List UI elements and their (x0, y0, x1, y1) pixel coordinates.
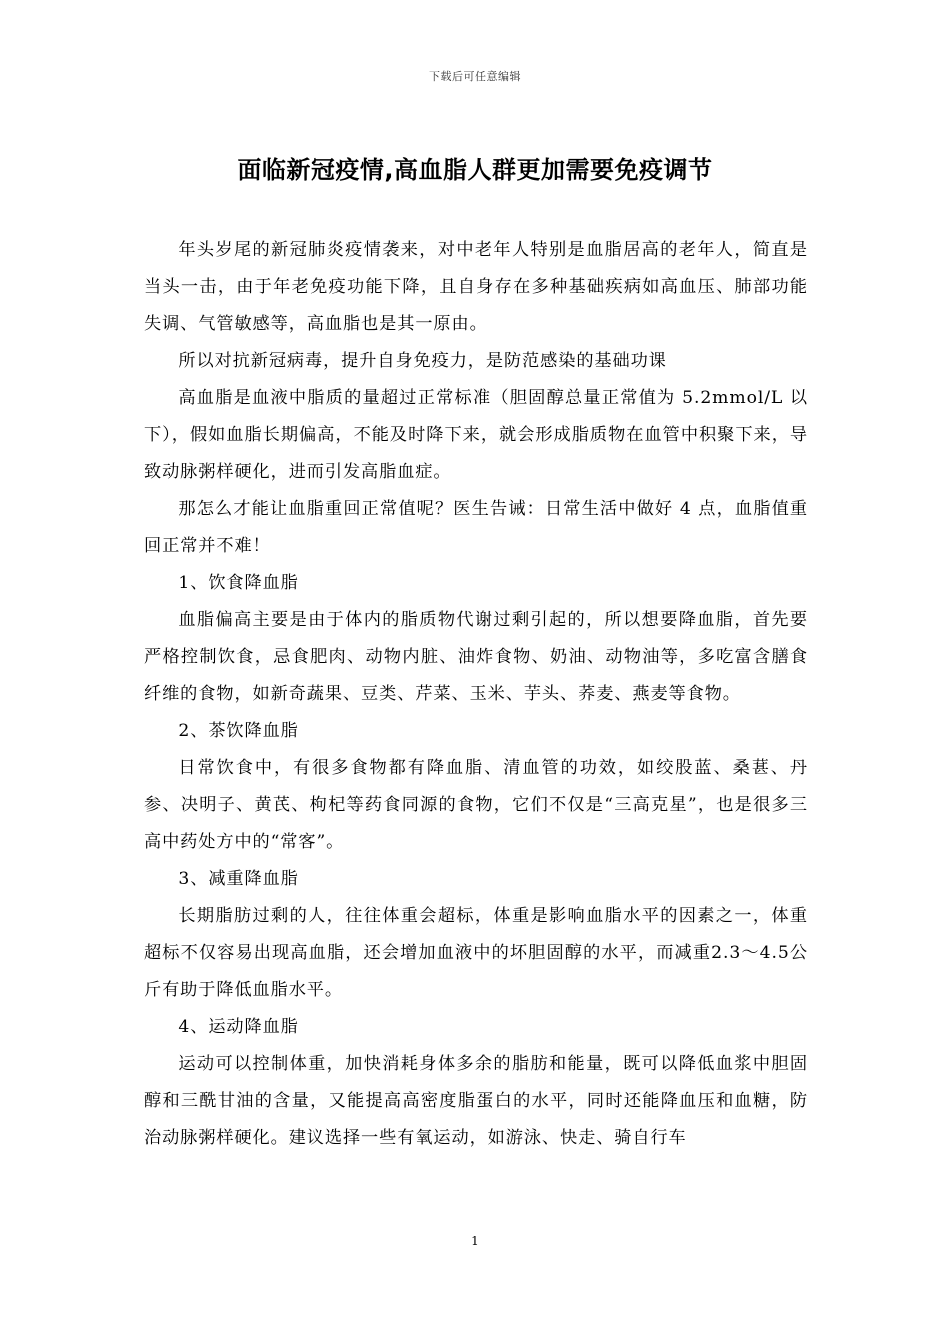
header-note: 下载后可任意编辑 (429, 70, 521, 83)
paragraph-definition: 高血脂是血液中脂质的量超过正常标准（胆固醇总量正常值为 5.2mmol/L 以下），假如血脂长期偏高，不能及时降下来，就会形成脂质物在血管中积聚下来，导致动脉粥样硬化，进而引发高脂血症。 (144, 388, 808, 482)
section-heading-exercise: 4、运动降血脂 (178, 1017, 299, 1037)
paragraph-diet: 血脂偏高主要是由于体内的脂质物代谢过剩引起的，所以想要降血脂，首先要严格控制饮食，忌食肥肉、动物内脏、油炸食物、奶油、动物油等，多吃富含膳食纤维的食物，如新奇蔬果、豆类、芹菜、玉米、芋头、荞麦、燕麦等食物。 (144, 610, 808, 704)
paragraph-weight: 长期脂肪过剩的人，往往体重会超标，体重是影响血脂水平的因素之一，体重超标不仅容易出现高血脂，还会增加血液中的坏胆固醇的水平，而减重2.3～4.5公斤有助于降低血脂水平。 (144, 906, 808, 1000)
paragraph-immunity: 所以对抗新冠病毒，提升自身免疫力，是防范感染的基础功课 (178, 351, 667, 371)
section-heading-diet: 1、饮食降血脂 (178, 573, 299, 593)
paragraph-intro: 年头岁尾的新冠肺炎疫情袭来，对中老年人特别是血脂居高的老年人，简直是当头一击，由于年老免疫功能下降，且自身存在多种基础疾病如高血压、肺部功能失调、气管敏感等，高血脂也是其一原由。 (144, 240, 808, 334)
page-number: 1 (471, 1234, 479, 1248)
document-title: 面临新冠疫情,高血脂人群更加需要免疫调节 (237, 156, 713, 184)
document-body (144, 232, 808, 1157)
paragraph-tea: 日常饮食中，有很多食物都有降血脂、清血管的功效，如绞股蓝、桑葚、丹参、决明子、黄芪、枸杞等药食同源的食物，它们不仅是“三高克星”，也是很多三高中药处方中的“常客”。 (144, 758, 808, 852)
section-heading-weight: 3、减重降血脂 (178, 869, 299, 889)
paragraph-advice: 那怎么才能让血脂重回正常值呢？医生告诫：日常生活中做好 4 点，血脂值重回正常并不难！ (144, 499, 808, 556)
paragraph-exercise: 运动可以控制体重，加快消耗身体多余的脂肪和能量，既可以降低血浆中胆固醇和三酰甘油的含量，又能提高高密度脂蛋白的水平，同时还能降血压和血糖，防治动脉粥样硬化。建议选择一些有氧运动，如游泳、快走、骑自行车 (144, 1054, 808, 1148)
section-heading-tea: 2、茶饮降血脂 (178, 721, 299, 741)
